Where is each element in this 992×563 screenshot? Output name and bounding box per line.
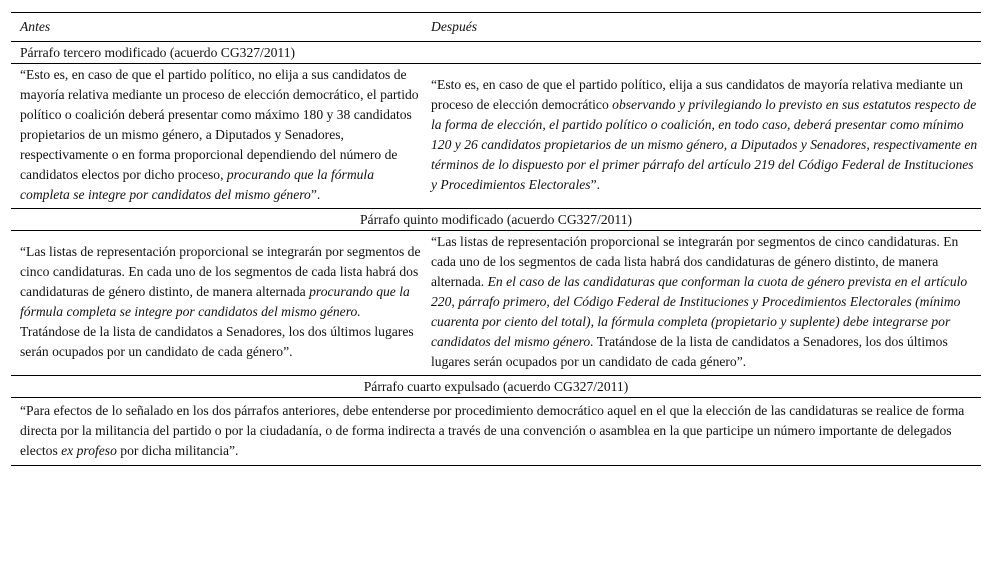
cell-end: Tratándose de la lista de candidatos a Senadores, los dos últimos lugares serán ocupados por un candidato de cada género”. (20, 324, 414, 359)
cell-end: ”. (310, 187, 321, 202)
section-title: Párrafo cuarto expulsado (acuerdo CG327/2011) (11, 376, 981, 398)
cell-italic: procurando que la fórmula completa se integre por candidatos del mismo género. (20, 284, 410, 319)
comparison-table-wrapper (11, 12, 981, 466)
cell-end: por dicha militancia”. (116, 443, 239, 458)
cell-full (11, 398, 981, 466)
cell-text: “Las listas de representación proporcional se integrarán por segmentos de cinco candidaturas. En cada uno de los segmentos de cada lista habrá dos candidaturas de género distinto, de manera alternada. (431, 234, 959, 289)
cell-italic: En el caso de las candidaturas que conforman la cuota de género prevista en el artículo 220, párrafo primero, del Código Federal de Instituciones y Procedimientos Electorales (mínimo cuarenta por ciento del total), la fórmula completa (propietario y suplente) debe integrarse por candidatos del mismo género. (431, 274, 968, 349)
table-row (11, 231, 981, 376)
header-before: Antes (11, 13, 422, 42)
cell-before (11, 231, 422, 376)
cell-text: “Las listas de representación proporcional se integrarán por segmentos de cinco candidaturas. En cada uno de los segmentos de cada lista habrá dos candidaturas de género distinto, de manera alternada (20, 244, 421, 299)
section-row (11, 209, 981, 231)
cell-italic: ex profeso (61, 443, 117, 458)
cell-end: ”. (590, 177, 600, 192)
table-row (11, 64, 981, 209)
cell-before (11, 64, 422, 209)
table-row (11, 398, 981, 466)
cell-italic: procurando que la fórmula completa se integre por candidatos del mismo género (20, 167, 375, 202)
section-row (11, 42, 981, 64)
section-row (11, 376, 981, 398)
header-after: Después (422, 13, 981, 42)
cell-text: “Esto es, en caso de que el partido político, no elija a sus candidatos de mayoría relativa mediante un proceso de elección democrático, el partido político o coalición deberá presentar como máximo 180 y 38 candidatos propietarios de un mismo género, a Diputados y Senadores, respectivamente o en forma proporcional dependiendo del número de candidatos electos por dicho proceso, (20, 67, 419, 182)
cell-after (422, 64, 981, 209)
cell-after (422, 231, 981, 376)
cell-italic: observando y privilegiando lo previsto en sus estatutos respecto de la forma de elección, el partido político o coalición, en todo caso, deberá presentar como mínimo 120 y 26 candidatos propietarios de un mismo género, a Diputados y Senadores, respectivamente en términos de lo dispuesto por el primer párrafo del artículo 219 del Código Federal de Instituciones y Procedimientos Electorales (431, 97, 978, 192)
cell-text: “Esto es, en caso de que el partido político, elija a sus candidatos de mayoría relativa mediante un proceso de elección democrático (431, 77, 963, 112)
comparison-table (11, 12, 981, 466)
table-header-row (11, 13, 981, 42)
cell-text: “Para efectos de lo señalado en los dos párrafos anteriores, debe entenderse por procedimiento democrático aquel en el que la elección de las candidaturas se realice de forma directa por la militancia del partido o por la ciudadanía, o de forma indirecta a través de una convención o asamblea en la que participe un número importante de delegados electos (20, 403, 965, 458)
cell-end: Tratándose de la lista de candidatos a Senadores, los dos últimos lugares serán ocupados por un candidato de cada género”. (431, 334, 948, 369)
section-title: Párrafo quinto modificado (acuerdo CG327/2011) (11, 209, 981, 231)
section-title: Párrafo tercero modificado (acuerdo CG327/2011) (11, 42, 981, 64)
